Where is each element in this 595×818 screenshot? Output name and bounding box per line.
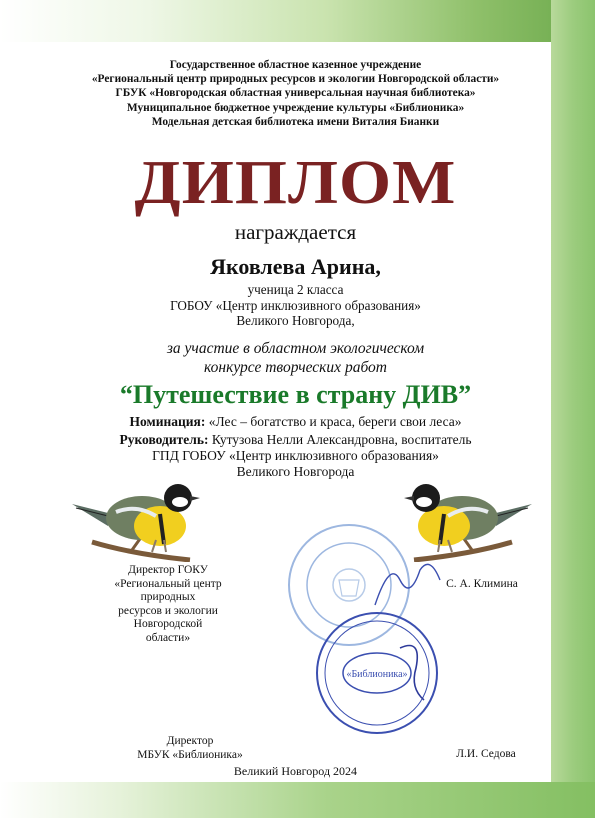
footer-city-year: Великий Новгород 2024 bbox=[233, 764, 358, 778]
leader-block bbox=[40, 432, 551, 480]
header-line-3: ГБУК «Новгородская областная универсальная научная библиотека» bbox=[115, 87, 476, 100]
diploma-page bbox=[40, 42, 551, 782]
leader-line-1 bbox=[40, 432, 551, 448]
titmouse-left-image bbox=[72, 474, 202, 562]
leader-label: Руководитель: bbox=[119, 432, 209, 447]
header-block bbox=[40, 58, 551, 129]
recipient-details bbox=[40, 282, 551, 329]
recipient-school-1: ГОБОУ «Центр инклюзивного образования» bbox=[170, 297, 421, 313]
titmouse-right-image bbox=[402, 474, 532, 562]
leader-line-2: ГПД ГОБОУ «Центр инклюзивного образования» bbox=[152, 448, 439, 463]
header-line-5: Модельная детская библиотека имени Виталия Бианки bbox=[151, 115, 440, 128]
awarded-text: награждается bbox=[234, 220, 357, 244]
reason-block bbox=[40, 340, 551, 377]
recipient-name: Яковлева Арина, bbox=[210, 254, 381, 279]
signer2-role-1: Директор bbox=[166, 735, 214, 747]
reason-line-2: конкурсе творческих работ bbox=[204, 358, 387, 376]
reason-line-1: за участие в областном экологическом bbox=[166, 340, 425, 357]
stamp-biblionika bbox=[312, 608, 442, 738]
signature-block-2 bbox=[130, 735, 250, 762]
contest-title: “Путешествие в страну ДИВ” bbox=[119, 380, 472, 409]
leader-line-3: Великого Новгорода bbox=[236, 464, 355, 479]
signer1-name: С. А. Климина bbox=[446, 578, 518, 590]
nomination-label: Номинация: bbox=[129, 414, 206, 429]
bottom-decor-bar bbox=[0, 782, 595, 818]
nomination-line bbox=[40, 414, 551, 430]
header-line-1: Государственное областное казенное учреждение bbox=[169, 59, 422, 71]
header-line-2: «Региональный центр природных ресурсов и экологии Новгородской области» bbox=[91, 73, 500, 86]
leader-value: Кутузова Нелли Александровна, воспитатель bbox=[208, 432, 472, 447]
signature-block-1 bbox=[88, 564, 248, 645]
signer2-role-2: МБУК «Библионика» bbox=[137, 748, 243, 761]
signer1-role-4: области» bbox=[145, 631, 191, 644]
top-decor-bar bbox=[0, 0, 595, 42]
recipient-grade: ученица 2 класса bbox=[247, 282, 344, 297]
signer1-role-1: Директор ГОКУ bbox=[128, 564, 208, 576]
signer1-role-3: ресурсов и экологии Новгородской bbox=[118, 604, 218, 630]
stamp-label: «Библионика» bbox=[346, 669, 408, 680]
signer1-role-2: «Региональный центр природных bbox=[114, 577, 222, 603]
diploma-title: ДИПЛОМ bbox=[134, 149, 457, 217]
header-line-4: Муниципальное бюджетное учреждение культуры «Библионика» bbox=[126, 101, 465, 114]
recipient-school-2: Великого Новгорода, bbox=[236, 313, 355, 328]
nomination-value: «Лес – богатство и краса, береги свои леса» bbox=[205, 414, 462, 429]
right-decor-bar bbox=[551, 0, 595, 818]
signer2-name: Л.И. Седова bbox=[456, 748, 516, 760]
